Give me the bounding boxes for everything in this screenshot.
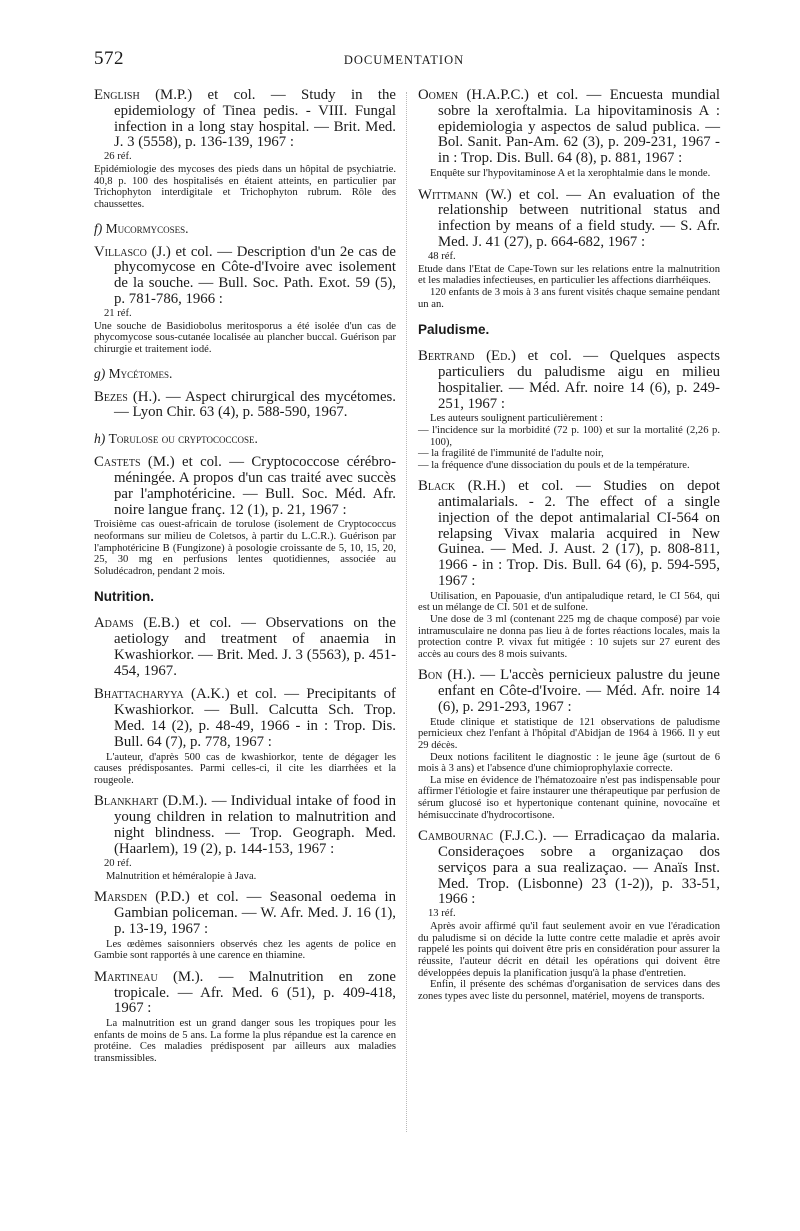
abstract (94, 321, 396, 356)
abstract-paragraph: Enfin, il présente des schémas d'organisation de services dans des zones types avec liste du personnel, matériel, moyens de transports. (418, 979, 720, 1002)
citation-text: et col. — Studies on depot antimalarials. - 2. The effect of a single injection of the depot antimalarial CI-564 on relapsing Vivax malaria acquired in New Guinea. — Med. J. Aust. 2 (17), p. 808-811, 1966 - in : Trop. Dis. Bull. 64 (6), p. 594-595, 1967 : (438, 478, 720, 590)
abstract (94, 519, 396, 577)
citation-text: et col. — Precipitants of Kwashiorkor. — Bull. Calcutta Sch. Trop. Med. 14 (2), p. 48-49, 1966 - in : Trop. Dis. Bull. 64 (7), p. 778, 1967 : (114, 686, 396, 750)
entry-wittmann (418, 188, 720, 311)
entry-blankhart (94, 794, 396, 882)
author: Bon (H.). (418, 667, 476, 684)
abstract (94, 1018, 396, 1064)
author: Bhattacharyya (A.K.) (94, 686, 230, 703)
author: Adams (E.B.) (94, 615, 180, 632)
author: Black (R.H.) (418, 478, 506, 495)
entry-english (94, 88, 396, 211)
abstract-paragraph: Une dose de 3 ml (contenant 225 mg de chaque composé) par voie intramusculaire ne donna pas lieu à de fortes réactions locales, mais la protection contre P. vivax fut mitigée : 10 sujets sur 27 eurent des accès au cours des 8 mois suivants. (418, 614, 720, 660)
citation-text: — Erradicaçao da malaria. Consideraçoes sobre a organizaçao dos serviços para a sua realizaçao. — Anaïs Inst. Med. Trop. (Lisbonne) 23 (1-2)), p. 33-51, 1966 : (438, 828, 720, 908)
citation (94, 890, 396, 937)
author: Oomen (H.A.P.C.) (418, 87, 529, 103)
abstract-paragraph: La mise en évidence de l'hématozoaire n'est pas indispensable pour affirmer l'étiologie et faire instaurer une thérapeutique par perfusion de sérum glucosé iso et hypertonique contenant quinine, novocaïne et hémisuccinate d'hydrocortisone. (418, 774, 720, 821)
abstract-paragraph: Epidémiologie des mycoses des pieds dans un hôpital de psychiatrie. 40,8 p. 100 des hospitalisés en étaient atteints, en particulier par Trichophyton interdigitale et Trichophyton rubrum. Rôle des chaussettes. (94, 164, 396, 210)
left-column (94, 88, 396, 1073)
abstract-paragraph: L'auteur, d'après 500 cas de kwashiorkor, tente de dégager les causes prédisposantes. Parmi celles-ci, il cite les diarrhées et la rougeole. (94, 751, 396, 786)
entry-bezes (94, 390, 396, 422)
abstract (94, 752, 396, 787)
citation-text: — L'accès pernicieux palustre du jeune enfant en Côte-d'Ivoire. — Méd. Afr. noire 14 (6), p. 291-293, 1967 : (438, 667, 720, 716)
abstract-paragraph: Deux notions facilitent le diagnostic : le jeune âge (surtout de 6 mois à 3 ans) et l'absence d'une chimioprophylaxie correcte. (418, 751, 720, 775)
abstract-paragraph: Une souche de Basidiobolus meritosporus a été isolée d'un cas de phycomycose sous-cutanée localisée au plancher buccal. Guérison par chirurgie et traitement iodé. (94, 320, 396, 355)
reference-count: 20 réf. (104, 857, 132, 869)
citation (418, 829, 720, 908)
author: Bezes (H.). (94, 388, 161, 405)
entry-bertrand (418, 349, 720, 471)
entry-bon (418, 668, 720, 821)
citation-text: et col. — Encuesta mundial sobre la xeroftalmia. La hipovitaminosis A : epidemiologia y aspectos de salud publica. — Bol. Sanit. Pan-Am. 62 (3), p. 209-231, 1967 - in : Trop. Dis. Bull. 64 (8), p. 881, 1967 : (438, 87, 720, 167)
citation (418, 88, 720, 167)
abstract (94, 871, 396, 883)
citation (418, 188, 720, 251)
abstract (418, 921, 720, 1002)
abstract-paragraph: Après avoir affirmé qu'il faut seulement avoir en vue l'éradication du paludisme si on décide la lutte contre cette maladie et après avoir rappelé les points qui doivent être pris en considération pour assurer la réussite, l'auteur décrit en détail les opérations qui doivent être développées depuis la planification jusqu'à la phase d'entretien. (418, 921, 720, 979)
abstract-list-item: — la fragilité de l'immunité de l'adulte noir, (418, 448, 604, 460)
author: Martineau (M.). (94, 968, 204, 985)
citation (94, 455, 396, 518)
abstract (418, 413, 720, 471)
entry-villasco (94, 245, 396, 356)
citation (94, 616, 396, 679)
abstract-paragraph: Enquête sur l'hypovitaminose A et la xerophtalmie dans le monde. (430, 167, 711, 179)
citation (94, 794, 396, 857)
citation-text: et col. — Study in the epidemiology of Tinea pedis. - VIII. Fungal infection in a long stay hospital. — Brit. Med. J. 3 (5558), p. 136-139, 1967 : (114, 87, 396, 151)
reference-count: 13 réf. (428, 908, 456, 920)
citation-text: et col. — An evaluation of the relationship between nutritional status and infection by means of a field study. — S. Afr. Med. J. 41 (27), p. 664-682, 1967 : (438, 186, 720, 250)
citation-text: — Individual intake of food in young children in relation to malnutrition and night blindness. — Trop. Geograph. Med. (Haarlem), 19 (2), p. 144-153, 1967 : (114, 793, 396, 857)
abstract (418, 717, 720, 821)
column-divider (406, 92, 408, 1132)
abstract-list-item: — l'incidence sur la morbidité (72 p. 100) et sur la mortalité (2,26 p. 100), (418, 424, 720, 448)
abstract-paragraph: Les œdèmes saisonniers observés chez les agents de police en Gambie sont rapportés à une carence en thiamine. (94, 938, 396, 962)
right-column (418, 88, 720, 1010)
citation (94, 245, 396, 308)
entry-oomen (418, 88, 720, 180)
abstract-list-item: — la fréquence d'une dissociation du pouls et de la température. (418, 459, 690, 471)
entry-black (418, 479, 720, 660)
citation (94, 88, 396, 151)
entry-martineau (94, 970, 396, 1065)
citation-text: et col. — Seasonal oedema in Gambian policeman. — W. Afr. Med. J. 16 (1), p. 13-19, 1967 : (114, 889, 396, 937)
abstract (94, 939, 396, 962)
abstract (418, 591, 720, 661)
citation (418, 479, 720, 590)
citation (94, 390, 396, 422)
abstract-paragraph: Les auteurs soulignent particulièrement : (430, 413, 603, 425)
subsection-heading: g) Mycétomes. (94, 365, 173, 381)
citation-text: — Malnutrition en zone tropicale. — Afr. Med. 6 (51), p. 409-418, 1967 : (114, 968, 396, 1017)
citation-text: — Aspect chirurgical des mycétomes. — Lyon Chir. 63 (4), p. 588-590, 1967. (114, 388, 396, 421)
abstract (418, 168, 720, 180)
section-heading-paludisme: Paludisme. (418, 322, 490, 338)
author: Marsden (P.D.) (94, 889, 190, 906)
reference-count: 48 réf. (428, 250, 456, 262)
page-header (94, 48, 714, 76)
author: Cambournac (F.J.C.). (418, 828, 547, 845)
page-number: 572 (94, 48, 124, 69)
subsection-heading: f) Mucormycoses. (94, 220, 189, 236)
section-heading-nutrition: Nutrition. (94, 589, 154, 605)
reference-count: 26 réf. (104, 151, 132, 163)
author: Blankhart (D.M.). (94, 793, 208, 810)
abstract-paragraph: Troisième cas ouest-africain de torulose (isolement de Cryptococcus neoformans sur milieu de Coletsos, à partir du L.C.R.). Guérison par l'amphotéricine B (Fungizone) à posologie croissante de 5, 10, 15, 20, 25, 30 mg en perfusions lentes quotidiennes, associée au Soludécadron, pendant 2 mois. (94, 519, 396, 577)
abstract-paragraph: Etude dans l'Etat de Cape-Town sur les relations entre la malnutrition et les maladies infectieuses, en particulier les affections diarrhéiques. (418, 263, 720, 287)
abstract-paragraph: 120 enfants de 3 mois à 3 ans furent visités chaque semaine pendant un an. (418, 286, 720, 310)
author: Villasco (J.) (94, 243, 171, 260)
running-head: DOCUMENTATION (343, 53, 465, 67)
citation (94, 687, 396, 750)
citation (94, 970, 396, 1017)
author: English (M.P.) (94, 87, 193, 103)
author: Wittmann (W.) (418, 186, 512, 203)
entry-adams (94, 616, 396, 679)
entry-cambournac (418, 829, 720, 1002)
citation (418, 668, 720, 715)
reference-count: 21 réf. (104, 307, 132, 319)
abstract-paragraph: Malnutrition et héméralopie à Java. (106, 870, 257, 882)
citation-text: et col. — Observations on the aetiology and treatment of anaemia in Kwashiorkor. — Brit. Med. J. 3 (5563), p. 451-454, 1967. (114, 615, 396, 679)
abstract (418, 264, 720, 310)
entry-castets (94, 455, 396, 577)
abstract-paragraph: Utilisation, en Papouasie, d'un antipaludique retard, le CI 564, qui est un mélange de CI. 501 et de sulfone. (418, 590, 720, 614)
author: Castets (M.) (94, 454, 175, 471)
author: Bertrand (Ed.) (418, 348, 516, 365)
abstract-paragraph: La malnutrition est un grand danger sous les tropiques pour les enfants de moins de 5 ans. La forme la plus répandue est la carence en protéine. Ces maladies prédisposent par ailleurs aux maladies transmissibles. (94, 1018, 396, 1064)
citation (418, 349, 720, 412)
abstract-paragraph: Etude clinique et statistique de 121 observations de paludisme pernicieux chez l'enfant à l'hôpital d'Abidjan de 1964 à 1966. Il y eut 29 décès. (418, 716, 720, 752)
entry-marsden (94, 890, 396, 962)
citation-text: et col. — Quelques aspects particuliers du paludisme aigu en milieu hospitalier. — Méd. Afr. noire 14 (6), p. 249-251, 1967 : (438, 348, 720, 412)
citation-text: et col. — Description d'un 2e cas de phycomycose en Côte-d'Ivoire avec isolement de la souche. — Bull. Soc. Path. Exot. 59 (5), p. 781-786, 1966 : (114, 243, 396, 307)
entry-bhattacharyya (94, 687, 396, 786)
abstract (94, 164, 396, 210)
subsection-heading: h) Torulose ou cryptococcose. (94, 431, 258, 447)
citation-text: et col. — Cryptococcose cérébro-méningée. A propos d'un cas traité avec succès par l'amphotéricine. — Bull. Soc. Méd. Afr. noire langue franç. 12 (1), p. 21, 1967 : (114, 454, 396, 518)
